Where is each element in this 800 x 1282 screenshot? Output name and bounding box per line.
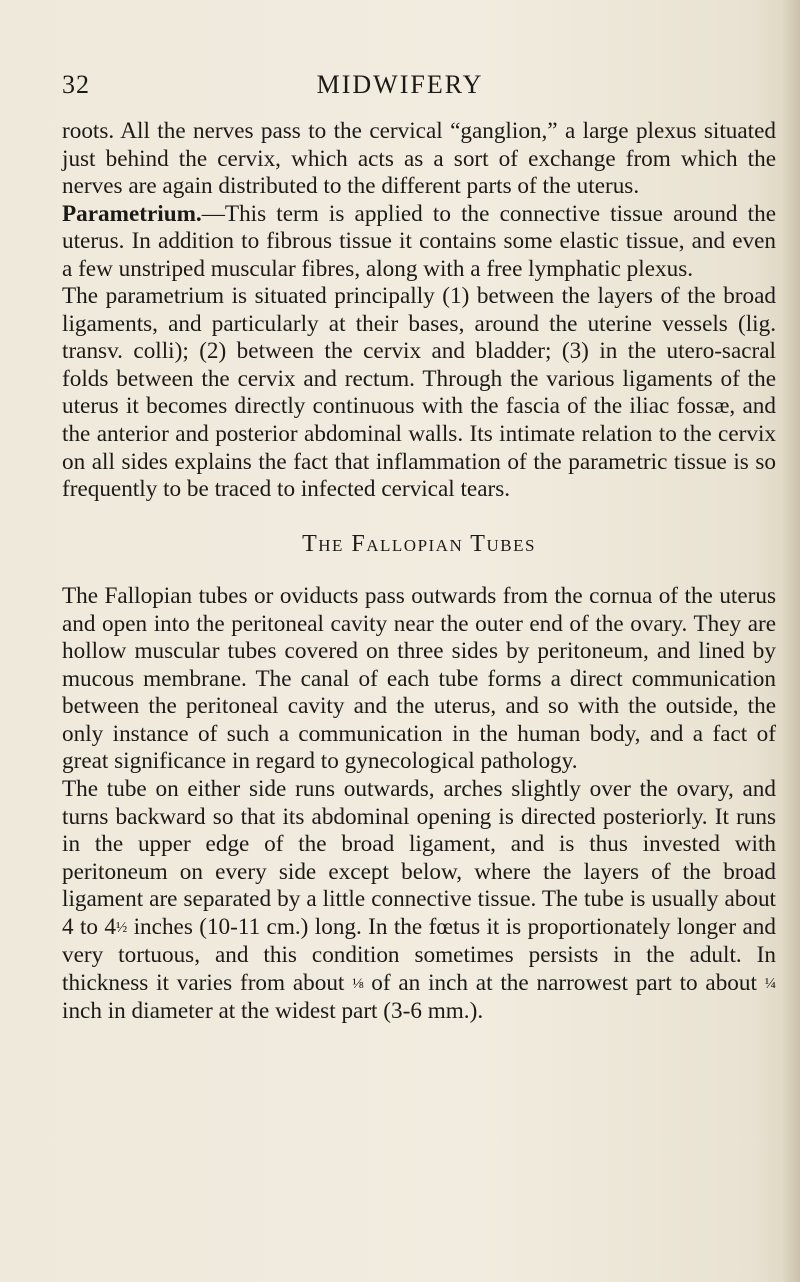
body-text — [62, 118, 776, 1026]
running-title: MIDWIFERY — [316, 70, 484, 99]
fraction-half: ½ — [115, 919, 128, 936]
run-in-heading-parametrium: Parametrium. — [62, 200, 202, 227]
paragraph-parametrium — [62, 201, 776, 284]
fraction-eighth: ⅛ — [352, 975, 364, 992]
fraction-quarter: ¼ — [764, 975, 776, 992]
page-edge-shadow — [782, 0, 800, 1282]
text-segment: The tube on either side runs outwards, arches slightly over the ovary, and turns backward so that its abdominal opening is directed posteriorly. It runs in the upper edge of the broad ligament, and is thus invested with peritoneum on every side except below, where the layers of the broad ligament are separated by a little connective tissue. The tube is usually about 4 to 4 — [62, 776, 776, 940]
section-heading-fallopian-tubes: The Fallopian Tubes — [302, 530, 536, 557]
paragraph-fallopian-intro: The Fallopian tubes or oviducts pass outwards from the cornua of the uterus and open into the peritoneal cavity near the outer end of the ovary. They are hollow muscular tubes covered on three sides by peritoneum, and lined by mucous membrane. The canal of each tube forms a direct communication between the peritoneal cavity and the uterus, and so with the outside, the only instance of such a communication in the human body, and a fact of great significance in regard to gynecological pathology. — [62, 583, 776, 775]
page-number: 32 — [62, 70, 90, 99]
paragraph-fallopian-course — [62, 776, 776, 1026]
text-segment: inches (10-11 cm.) long. In the fœtus it is proportionately longer and very tortuous, and this condition sometimes persists in the adult. In thickness it varies from about — [62, 913, 776, 996]
paragraph-nerves-continued: roots. All the nerves pass to the cervical “ganglion,” a large plexus situated just behind the cervix, which acts as a sort of exchange from which the nerves are again distributed to the different parts of the uterus. — [62, 118, 776, 200]
text-segment: inch in diameter at the widest part (3-6 mm.). — [62, 998, 484, 1025]
paragraph-parametrium-location: The parametrium is situated principally (1) between the layers of the broad ligaments, and particularly at their bases, around the uterine vessels (lig. transv. colli); (2) between the cervix and bladder; (3) in the utero-sacral folds between the cervix and rectum. Through the various ligaments of the uterus it becomes directly continuous with the fascia of the iliac fossæ, and the anterior and posterior abdominal walls. Its intimate relation to the cervix on all sides explains the fact that inflammation of the parametric tissue is so frequently to be traced to infected cervical tears. — [62, 283, 776, 503]
text-segment: of an inch at the narrowest part to about — [363, 969, 765, 996]
paragraph-parametrium-text: —This term is applied to the connective tissue around the uterus. In addition to fibrous tissue it contains some elastic tissue, and even a few unstriped muscular fibres, along with a free lymphatic plexus. — [62, 200, 776, 282]
running-head — [0, 70, 800, 110]
